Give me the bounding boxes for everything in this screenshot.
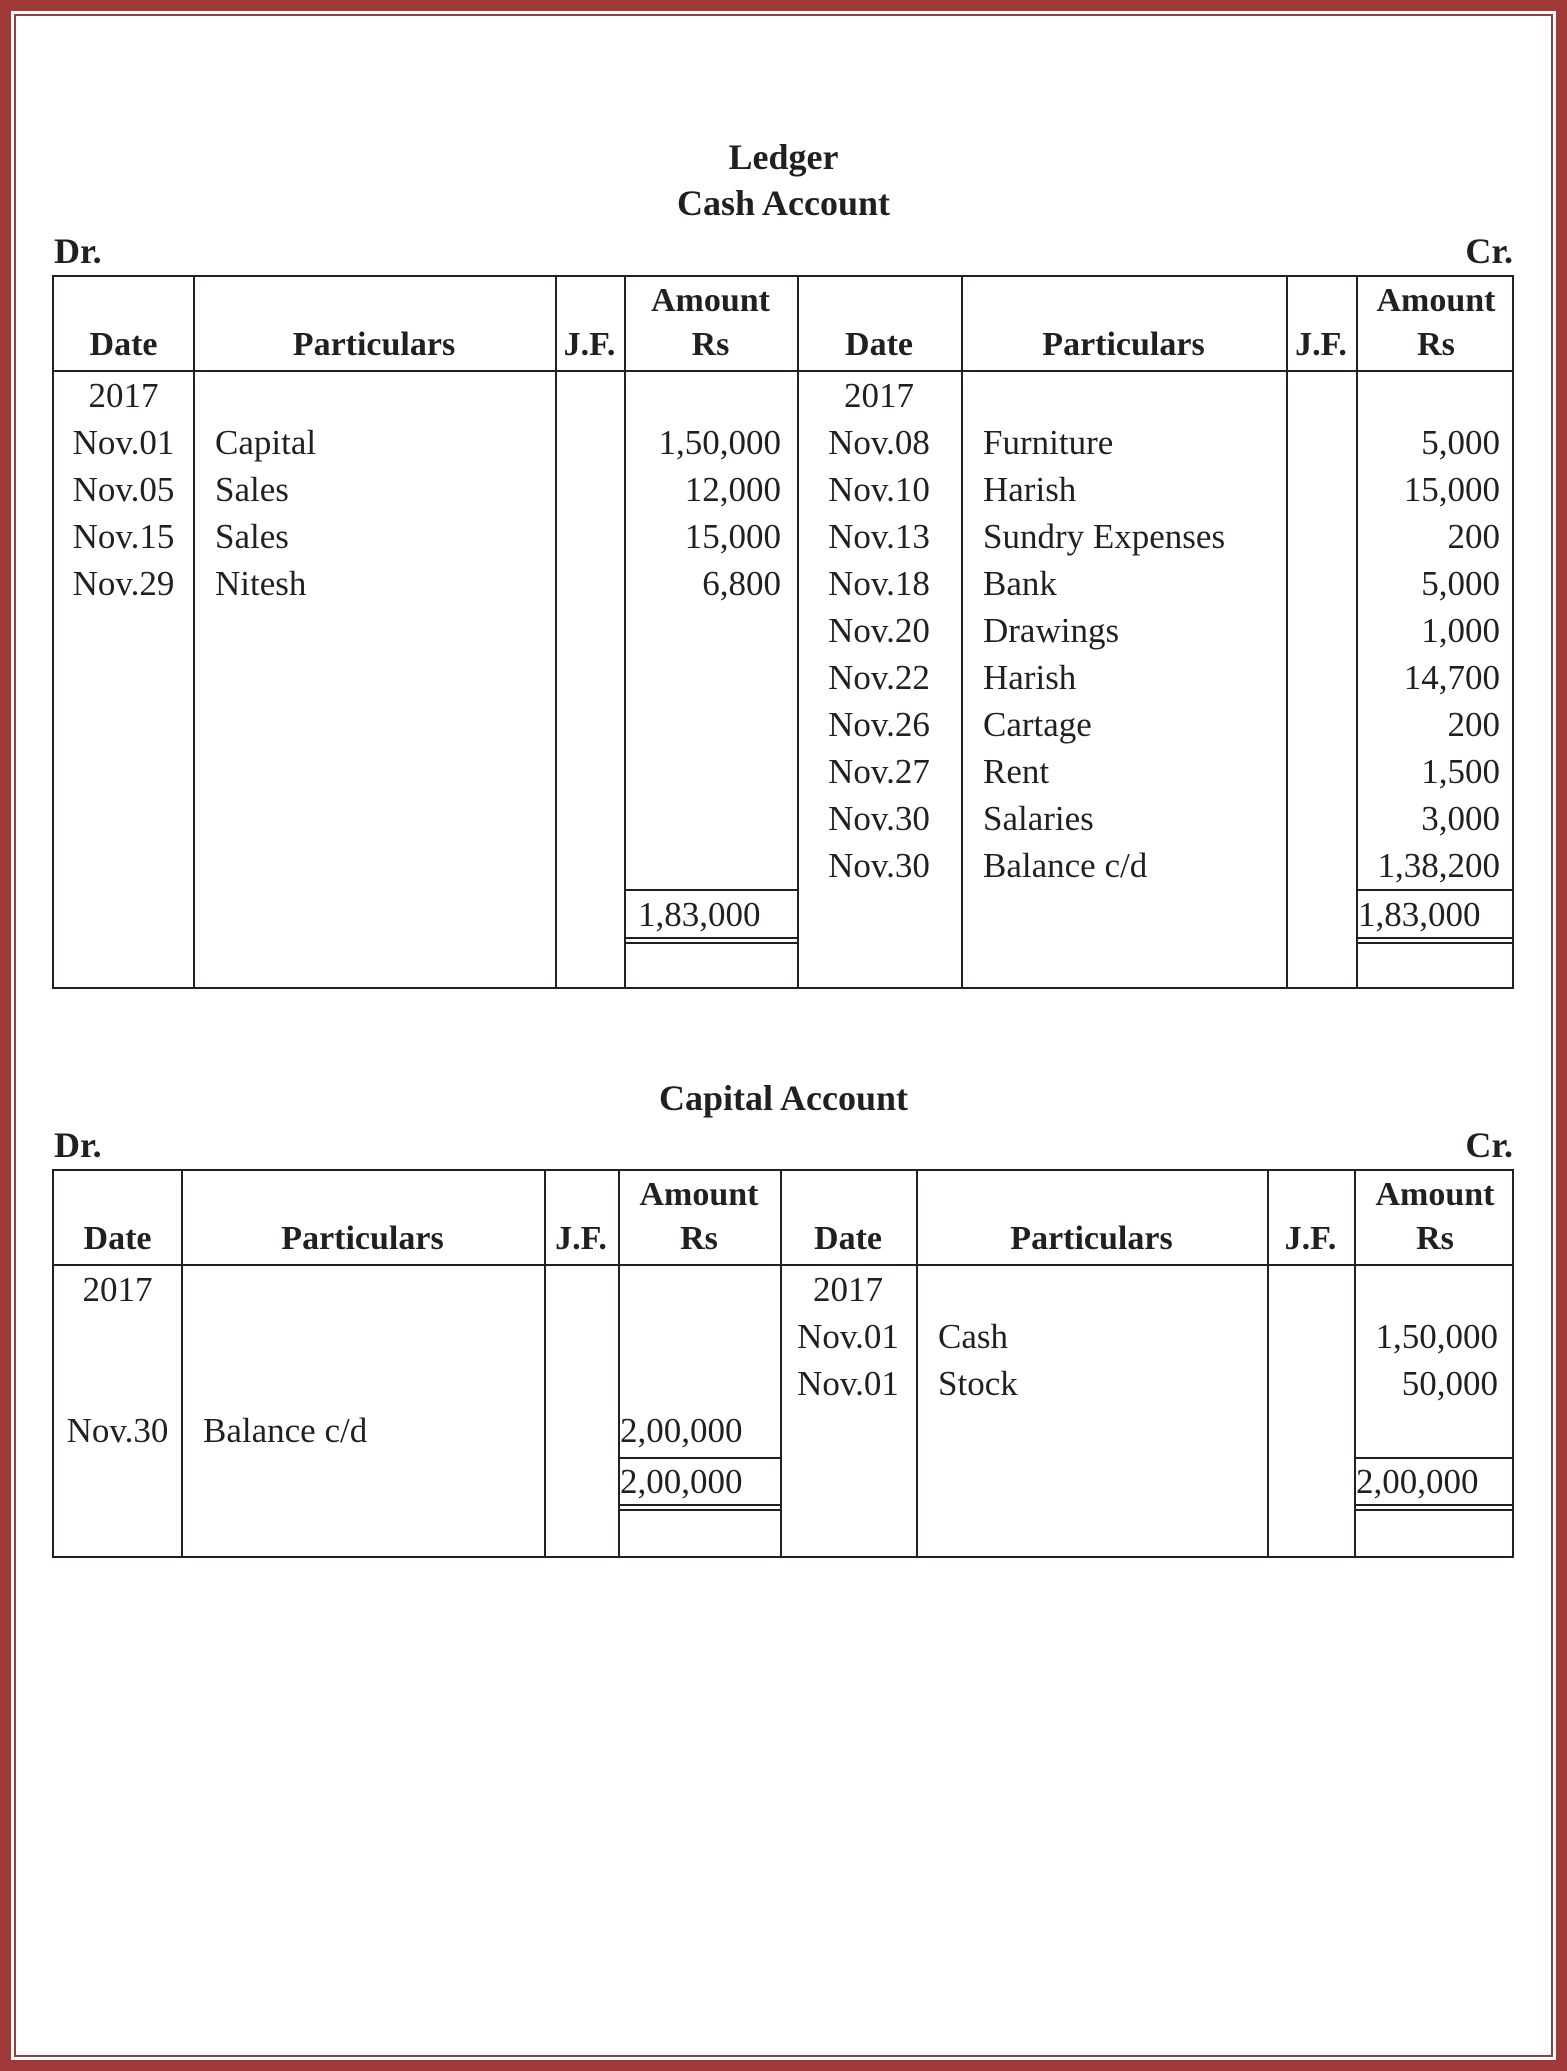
- cash-cr-particulars: Rent: [983, 752, 1050, 791]
- cash-dr-amount: 6,800: [702, 564, 781, 603]
- capital-dr-total: 2,00,000: [620, 1462, 743, 1501]
- cash-dr-date: Nov.15: [72, 517, 175, 556]
- cash-cr-amount: 1,500: [1421, 752, 1500, 791]
- cash-dr-date-header: Date: [89, 326, 158, 363]
- cash-account-title: Cash Account: [676, 183, 891, 223]
- cash-dr-year: 2017: [88, 376, 159, 415]
- cash-cr-date: Nov.20: [828, 611, 930, 650]
- cash-dr-amount: 12,000: [684, 470, 781, 509]
- cash-cr-amount: 5,000: [1421, 564, 1500, 603]
- capital-dr-label: Dr.: [54, 1125, 102, 1165]
- capital-dr-rs-header: Rs: [680, 1220, 718, 1257]
- cash-cr-date: Nov.22: [828, 658, 930, 697]
- cash-cr-date: Nov.08: [828, 423, 930, 462]
- cash-ledger-table: [52, 275, 1514, 989]
- capital-cr-amount-header: Amount: [1375, 1176, 1495, 1213]
- cash-cr-jf-header: J.F.: [1295, 326, 1347, 363]
- cash-cr-label: Cr.: [1465, 231, 1513, 271]
- cash-cr-particulars: Salaries: [983, 799, 1094, 838]
- ledger-title: Ledger: [728, 137, 839, 177]
- capital-ledger-table: [52, 1169, 1514, 1558]
- cash-cr-year: 2017: [844, 376, 914, 415]
- cash-cr-particulars: Harish: [983, 470, 1077, 509]
- cash-cr-amount: 200: [1447, 705, 1500, 744]
- cash-cr-particulars-header: Particulars: [1042, 326, 1205, 363]
- cash-dr-particulars: Capital: [215, 423, 317, 462]
- capital-dr-year: 2017: [82, 1270, 153, 1309]
- capital-cr-total: 2,00,000: [1356, 1462, 1479, 1501]
- cash-cr-total: 1,83,000: [1358, 895, 1481, 934]
- capital-account-title: Capital Account: [658, 1078, 908, 1118]
- capital-dr-particulars: Balance c/d: [203, 1411, 368, 1450]
- capital-dr-date: Nov.30: [66, 1411, 169, 1450]
- capital-cr-particulars: Cash: [938, 1317, 1008, 1356]
- capital-cr-date-header: Date: [814, 1220, 882, 1257]
- cash-cr-date-header: Date: [845, 326, 913, 363]
- capital-dr-amount: 2,00,000: [620, 1411, 743, 1450]
- cash-dr-particulars: Nitesh: [215, 564, 307, 603]
- cash-cr-particulars: Bank: [983, 564, 1057, 603]
- cash-cr-date: Nov.30: [828, 846, 930, 885]
- cash-cr-amount: 14,700: [1403, 658, 1500, 697]
- cash-dr-date: Nov.05: [72, 470, 175, 509]
- cash-cr-date: Nov.30: [828, 799, 930, 838]
- cash-dr-amount: 15,000: [684, 517, 781, 556]
- capital-cr-particulars-header: Particulars: [1010, 1220, 1173, 1257]
- capital-dr-particulars-header: Particulars: [281, 1220, 444, 1257]
- capital-cr-label: Cr.: [1465, 1125, 1513, 1165]
- cash-cr-amount: 1,38,200: [1377, 846, 1500, 885]
- cash-cr-date: Nov.18: [828, 564, 930, 603]
- capital-cr-jf-header: J.F.: [1284, 1220, 1337, 1257]
- cash-cr-date: Nov.13: [828, 517, 930, 556]
- cash-cr-particulars: Sundry Expenses: [983, 517, 1226, 556]
- cash-cr-particulars: Balance c/d: [983, 846, 1148, 885]
- cash-cr-date: Nov.26: [828, 705, 930, 744]
- cash-cr-amount-header: Amount: [1376, 282, 1496, 319]
- cash-dr-particulars: Sales: [215, 517, 289, 556]
- cash-dr-total: 1,83,000: [638, 895, 761, 934]
- cash-cr-amount: 3,000: [1421, 799, 1500, 838]
- cash-cr-particulars: Furniture: [983, 423, 1114, 462]
- capital-cr-rs-header: Rs: [1416, 1220, 1454, 1257]
- capital-cr-date: Nov.01: [797, 1317, 899, 1356]
- capital-cr-year: 2017: [813, 1270, 883, 1309]
- cash-dr-amount-header: Amount: [650, 282, 771, 319]
- capital-cr-amount: 1,50,000: [1375, 1317, 1498, 1356]
- capital-dr-amount-header: Amount: [639, 1176, 759, 1213]
- cash-cr-amount: 15,000: [1403, 470, 1500, 509]
- cash-dr-date: Nov.29: [72, 564, 175, 603]
- cash-dr-date: Nov.01: [72, 423, 175, 462]
- cash-dr-amount: 1,50,000: [658, 423, 781, 462]
- capital-dr-jf-header: J.F.: [555, 1220, 607, 1257]
- cash-cr-particulars: Drawings: [983, 611, 1120, 650]
- cash-cr-amount: 200: [1447, 517, 1500, 556]
- capital-cr-date: Nov.01: [797, 1364, 899, 1403]
- capital-dr-date-header: Date: [83, 1220, 152, 1257]
- capital-cr-amount: 50,000: [1401, 1364, 1498, 1403]
- cash-dr-jf-header: J.F.: [563, 326, 616, 363]
- cash-dr-label: Dr.: [54, 231, 102, 271]
- cash-cr-amount: 5,000: [1421, 423, 1500, 462]
- cash-cr-particulars: Cartage: [983, 705, 1092, 744]
- cash-cr-amount: 1,000: [1421, 611, 1500, 650]
- capital-cr-particulars: Stock: [938, 1364, 1018, 1403]
- cash-dr-rs-header: Rs: [691, 326, 730, 363]
- cash-cr-rs-header: Rs: [1417, 326, 1455, 363]
- cash-dr-particulars-header: Particulars: [292, 326, 456, 363]
- cash-dr-particulars: Sales: [215, 470, 289, 509]
- cash-cr-date: Nov.27: [828, 752, 930, 791]
- cash-cr-date: Nov.10: [828, 470, 930, 509]
- cash-cr-particulars: Harish: [983, 658, 1077, 697]
